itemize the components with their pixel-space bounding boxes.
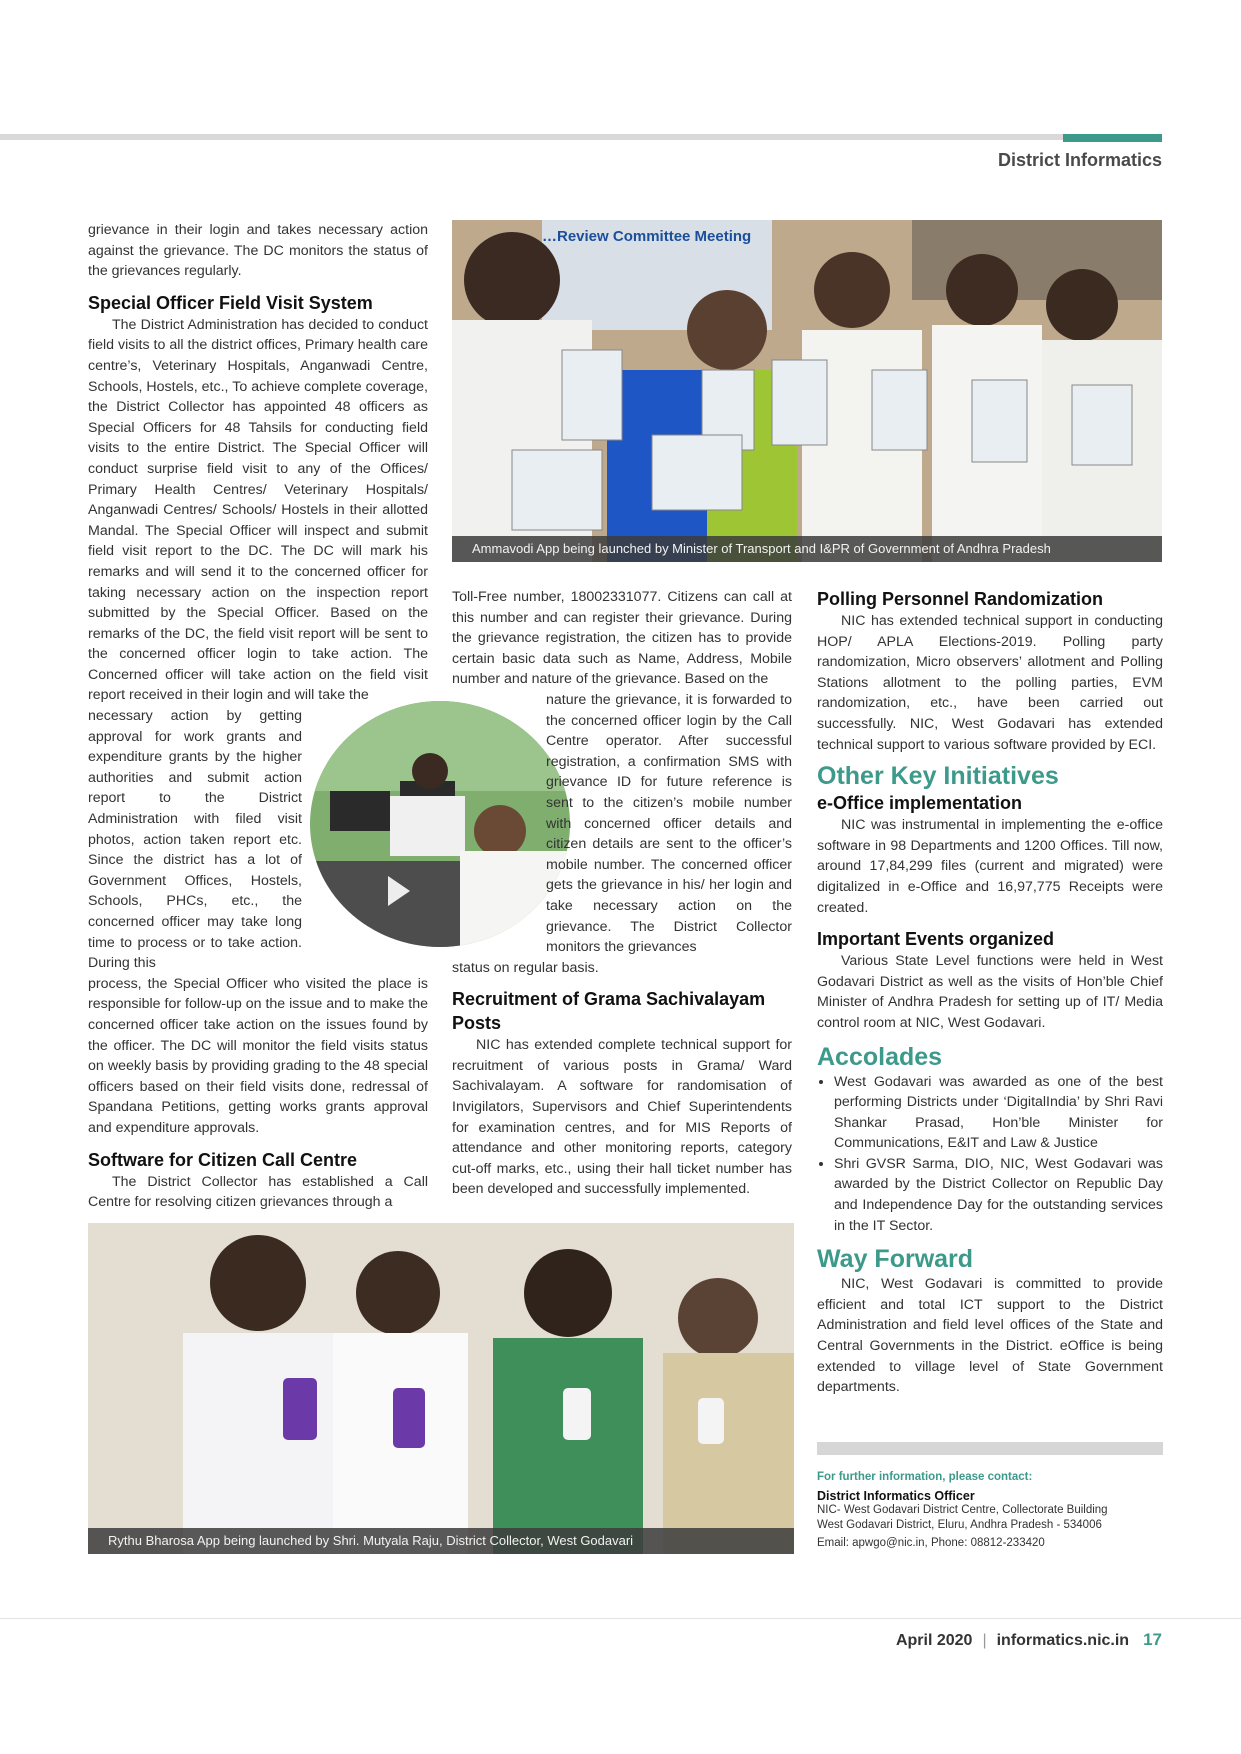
footer bbox=[896, 1630, 1162, 1650]
heading-other-key-initiatives: Other Key Initiatives bbox=[817, 762, 1059, 791]
section-label: District Informatics bbox=[997, 150, 1162, 170]
sofv-paragraph-end: process, the Special Officer who visited the place is responsible for follow-up on the issue and to make the concerned officer take action on the issues found by the officer. The DC will monitor the field visits status on weekly basis by providing grading to the 48 special officers based on their field visits done, redressal of Spandana Petitions, getting works grants approval and expenditure approvals. bbox=[88, 975, 428, 1136]
footer-site-link[interactable]: informatics.nic.in bbox=[996, 1632, 1130, 1649]
contact-email-phone: Email: apwgo@nic.in, Phone: 08812-233420 bbox=[817, 1537, 1045, 1549]
eo-paragraph-1: NIC was instrumental in implementing the e-office software in 98 Departments and 1200 Offices. Till now, around 17,84,299 files (current and migrated) were digitalized in e-Office and 16,97,775 Receipts were created. bbox=[817, 817, 1163, 916]
contact-title: District Informatics Officer bbox=[817, 1488, 975, 1503]
footer-date: April 2020 bbox=[895, 1632, 973, 1649]
heading-citizen-call-centre: Software for Citizen Call Centre bbox=[88, 1149, 358, 1170]
ppr-paragraph-1: NIC has extended technical support in conducting HOP/ APLA Elections-2019. Polling party randomization, Micro observers’ allotment and Polling Stations allotment to the polling parties, EVM randomization, etc., have been carried out successfully. NIC, West Godavari has extended technical support to various software provided by ECI. bbox=[817, 613, 1163, 753]
wf-paragraph-1: NIC, West Godavari is committed to provide efficient and total ICT support to the District Administration and field level offices of the State and Central Governments in the District. eOffice is being extended to village level of State Government departments. bbox=[817, 1276, 1163, 1396]
rgs-paragraph-1: NIC has extended complete technical support for recruitment of various posts in Grama/ Ward Sachivalayam. A software for randomisation of Invigilators, Supervisors and Chief Superintendents for examination centres, and for MIS Reports of attendance and other monitoring reports, category cut-off marks, etc., using their hall ticket number has been developed and successfully implemented. bbox=[452, 1037, 792, 1198]
call-centre-paragraph-end: status on regular basis. bbox=[452, 959, 599, 976]
footer-separator: | bbox=[982, 1632, 987, 1649]
heading-polling-personnel: Polling Personnel Randomization bbox=[817, 589, 1104, 609]
contact-heading: For further information, please contact: bbox=[817, 1471, 1033, 1483]
ie-paragraph-1: Various State Level functions were held in West Godavari District as well as the visits of Hon’ble Chief Minister of Andhra Pradesh for setting up of IT/ Media control room at NIC, West Godavari. bbox=[817, 953, 1163, 1031]
accolades-list bbox=[817, 1072, 1163, 1237]
contact-block bbox=[817, 1470, 1163, 1551]
call-centre-paragraph-wrap: nature the grievance, it is forwarded to the concerned officer login by the Call Centre operator. After successful registration, a confirmation SMS with grievance ID for future reference is sent to the citizen’s mobile number with concerned officer details and citizen details are sent to the officer’s mobile number. The concerned officer gets the grievance in his/ her login and take necessary action on the grievance. The District Collector monitors the grievances bbox=[546, 691, 792, 956]
heading-important-events: Important Events organized bbox=[817, 929, 1055, 950]
photo-rythu-bharosa-launch bbox=[88, 1223, 794, 1554]
contact-address-1: NIC- West Godavari District Centre, Collectorate Building bbox=[817, 1504, 1108, 1516]
heading-e-office: e-Office implementation bbox=[817, 793, 1023, 814]
top-rule-accent bbox=[1063, 134, 1162, 142]
heading-way-forward: Way Forward bbox=[817, 1245, 974, 1274]
photo-banner-text: …Review Committee Meeting bbox=[542, 228, 752, 245]
caption-rythu-bharosa: Rythu Bharosa App being launched by Shri. Mutyala Raju, District Collector, West Godavari bbox=[88, 1528, 794, 1554]
heading-grama-sachivalayam: Recruitment of Grama Sachivalayam Posts bbox=[452, 989, 766, 1034]
contact-address-2: West Godavari District, Eluru, Andhra Pradesh - 534006 bbox=[817, 1518, 1102, 1531]
call-centre-paragraph-top: Toll-Free number, 18002331077. Citizens can call at this number and can register their grievance. During the grievance registration, the citizen has to provide certain basic data such as Name, Address, Mobile number and nature of the grievance. Based on the bbox=[452, 589, 792, 688]
accolade-item: • West Godavari was awarded as one of the best performing Districts under ‘DigitalIndia’ by Shri Ravi Shankar Prasad, Hon’ble Minister for Communications, E&IT and Law & Justice bbox=[834, 1072, 1163, 1154]
accolade-item: • Shri GVSR Sarma, DIO, NIC, West Godavari was awarded by the District Collector on Republic Day and Independence Day for the outstanding services in the IT Sector. bbox=[834, 1154, 1163, 1236]
photo-ammavodi-launch bbox=[452, 220, 1162, 562]
middle-column bbox=[452, 587, 792, 1200]
heading-special-officer: Special Officer Field Visit System bbox=[88, 292, 373, 313]
sccc-paragraph-1: The District Collector has established a Call Centre for resolving citizen grievances through a bbox=[88, 1173, 428, 1211]
right-column bbox=[817, 587, 1163, 1398]
caption-ammavodi: Ammavodi App being launched by Minister of Transport and I&PR of Government of Andhra Pradesh bbox=[452, 536, 1162, 562]
page-number: 17 bbox=[1143, 1630, 1162, 1649]
sofv-paragraph-wrap: necessary action by getting approval for work grants and expenditure grants by the higher authorities and submit action report to the District Administration with filed visit photos, action taken report etc. Since the district has a lot of Government Offices, Hostels, Schools, PHCs, etc., the concerned officer may take long time to process or to take action. During this bbox=[88, 708, 302, 972]
photo-ammavodi-illustration bbox=[452, 220, 1162, 562]
intro-paragraph: grievance in their login and takes necessary action against the grievance. The DC monitors the status of the grievances regularly. bbox=[88, 222, 428, 280]
heading-accolades: Accolades bbox=[817, 1042, 943, 1071]
footer-rule bbox=[0, 1618, 1241, 1619]
photo-rythu-illustration bbox=[88, 1223, 794, 1554]
sofv-paragraph-1: The District Administration has decided to conduct field visits to all the district offices, Primary health care centre’s, Veterinary Hospitals, Anganwadi Centre, Schools, Hostels, etc., To achieve complete coverage, the District Collector has appointed 48 officers as Special Officers for 48 Tahsils for conducting field visits to the entire District. The Special Officer will conduct surprise field visit to any of the Offices/ Primary Health Centres/ Veterinary Hospitals/ Anganwadi Centres/ Schools/ Hostels in their allotted Mandal. The Special Officer will inspect and submit field visit report to the DC. The DC will mark his remarks and will send it to the concerned officer for taking necessary action on the inspection report submitted by the Special Officer. Based on the remarks of the DC, the field visit report will be sent to the concerned officer login to take action. The Concerned officer will take action on the field visit report received in their login and will take the bbox=[88, 316, 428, 704]
contact-rule bbox=[817, 1442, 1163, 1455]
top-rule bbox=[0, 134, 1096, 140]
